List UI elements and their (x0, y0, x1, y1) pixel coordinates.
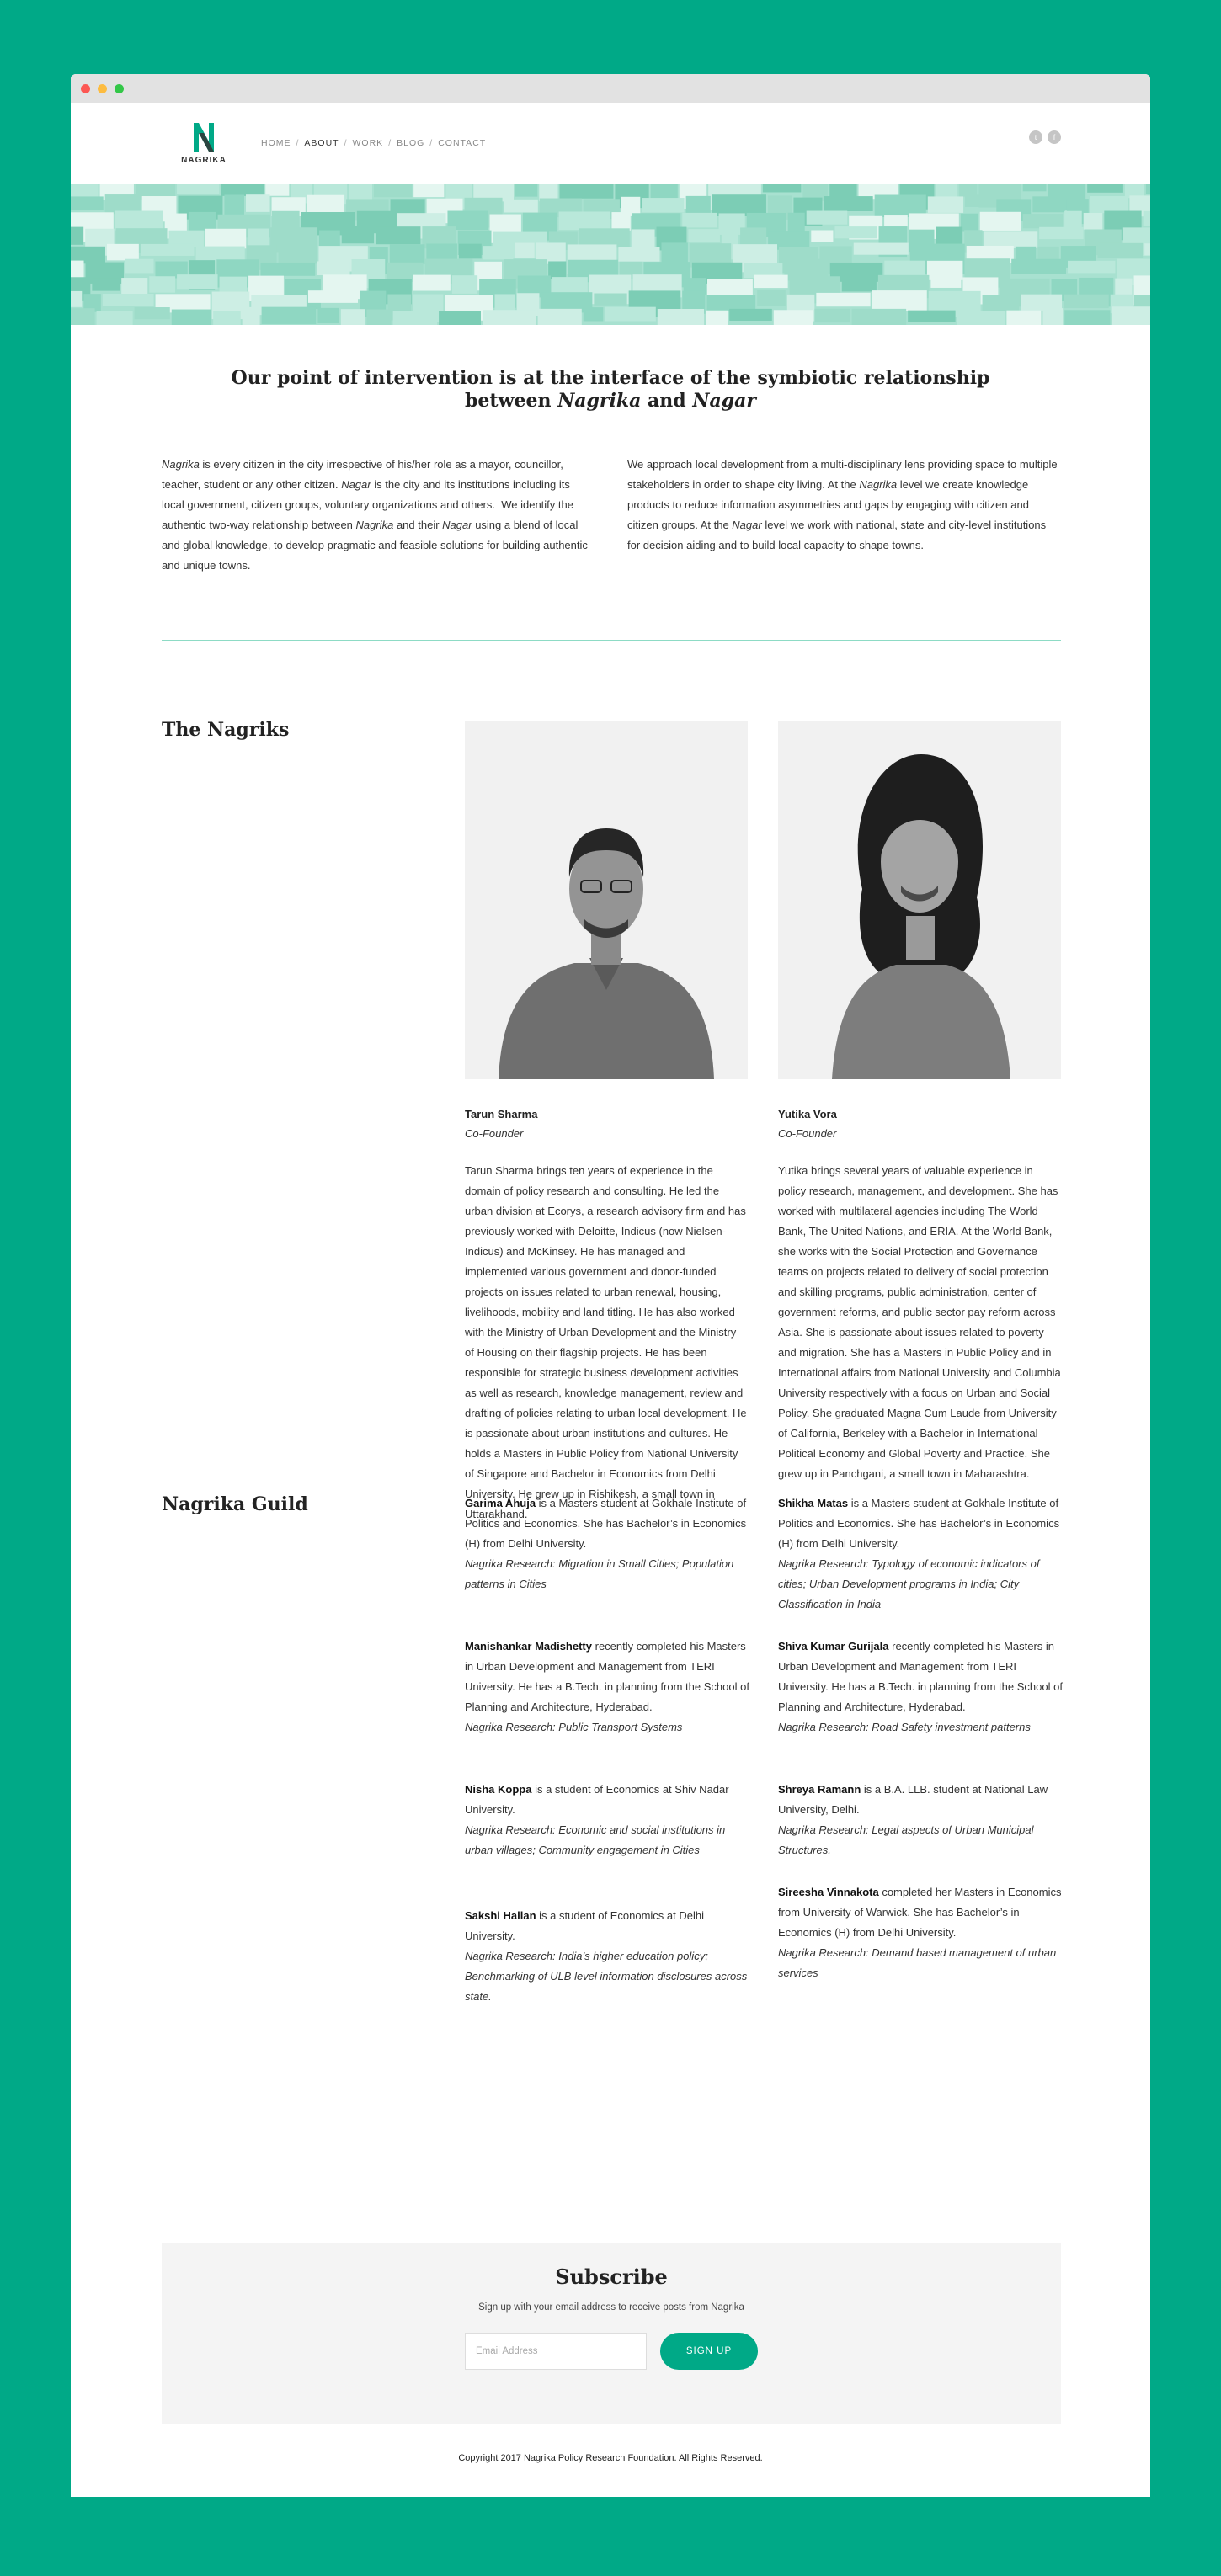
hero-banner-image (71, 184, 1150, 325)
intro-heading (71, 367, 1150, 412)
nav-contact[interactable]: CONTACT (438, 138, 487, 148)
guild-member (778, 1493, 1064, 1615)
guild-member-research: Nagrika Research: Migration in Small Cities; Population patterns in Cities (465, 1557, 734, 1590)
subscribe-form (162, 2333, 1061, 2370)
guild-member (778, 1882, 1064, 1983)
guild-title: Nagrika Guild (162, 1493, 308, 1515)
guild-member-name: Sakshi Hallan (465, 1909, 536, 1922)
guild-member-desc: completed her Masters in Economics from University of Warwick. She has Bachelor’s in Economics (H) from Delhi University. (778, 1886, 1062, 1939)
guild-member (465, 1780, 751, 1860)
nagrika-n-logo-icon (190, 120, 217, 153)
intro-paragraph-2: We approach local development from a multi-disciplinary lens providing space to multiple stakeholders in order to shape city living. At the Nagrika level we create knowledge products to reduce information asymmetries and gaps by engaging with citizen and citizen groups. At the Nagar level we work with national, state and city-level institutions for decision aiding and to build local capacity to shape towns. (627, 458, 1058, 551)
woman-portrait-illustration (778, 721, 1061, 1079)
intro-heading-line2-pre: between (465, 390, 558, 412)
founder-name: Tarun Sharma (465, 1108, 538, 1120)
intro-columns (162, 455, 1061, 576)
founder-bio: Tarun Sharma brings ten years of experience in the domain of policy research and consulting. He led the urban division at Ecorys, a research advisory firm and has previously worked with Deloitte, Indicus (now Nielsen-Indicus) and McKinsey. He has managed and implemented various government and donor-funded projects on issues related to urban renewal, housing, livelihoods, mobility and land titling. He has also worked with the Ministry of Urban Development and the Ministry of Housing on their flagship projects. He has been responsible for strategic business development activities as well as research, knowledge management, review and drafting of policies relating to urban local development. He is passionate about urban institutions and cultures. He holds a Masters in Public Policy from National University of Singapore and Bachelor in Economics from Delhi University. He grew up in Rishikesh, a small town in Uttarakhand. (465, 1164, 747, 1520)
subscribe-text: Sign up with your email address to receive posts from Nagrika (478, 2302, 744, 2313)
main-nav (261, 138, 486, 148)
guild-member-name: Manishankar Madishetty (465, 1640, 592, 1653)
guild-member (465, 1493, 751, 1594)
subscribe-box (162, 2243, 1061, 2424)
nagriks-title: The Nagriks (162, 719, 290, 741)
guild-member-research: Nagrika Research: Legal aspects of Urban Municipal Structures. (778, 1823, 1034, 1856)
guild-member (778, 1780, 1064, 1860)
minimize-window-button[interactable] (98, 84, 107, 93)
guild-member-desc: recently completed his Masters in Urban Development and Management from TERI University. He has a B.Tech. in planning from the School of Planning and Architecture, Hyderabad. (465, 1640, 749, 1713)
founder-role: Co-Founder (465, 1127, 524, 1140)
nav-separator: / (344, 138, 348, 148)
guild-member-name: Sireesha Vinnakota (778, 1886, 879, 1898)
founder-card (465, 721, 748, 1525)
nav-home[interactable]: HOME (261, 138, 291, 148)
nav-separator: / (296, 138, 300, 148)
maximize-window-button[interactable] (115, 84, 124, 93)
guild-member-desc: is a B.A. LLB. student at National Law University, Delhi. (778, 1783, 1048, 1816)
guild-member-name: Shikha Matas (778, 1497, 849, 1509)
guild-member-name: Shreya Ramann (778, 1783, 861, 1796)
guild-member-research: Nagrika Research: India’s higher education policy; Benchmarking of ULB level information disclosures across state. (465, 1950, 748, 2003)
founder-name: Yutika Vora (778, 1108, 837, 1120)
intro-paragraph-1: Nagrika is every citizen in the city irrespective of his/her role as a mayor, councillor, teacher, student or any other citizen. Nagar is the city and its institutions including its local government, citizen groups, voluntary organizations and others. We identify the authentic two-way relationship between Nagrika and their Nagar using a blend of local and global knowledge, to develop pragmatic and feasible solutions for building authentic and unique towns. (162, 458, 588, 572)
window-titlebar (71, 74, 1150, 103)
founder-photo (778, 721, 1061, 1079)
guild-section (71, 1493, 1150, 2100)
intro-heading-and: and (641, 390, 693, 412)
founder-card (778, 721, 1061, 1484)
guild-member (465, 1637, 751, 1738)
subscribe-title: Subscribe (555, 2265, 668, 2289)
founder-bio: Yutika brings several years of valuable experience in policy research, management, and development. She has worked with multilateral agencies including The World Bank, The United Nations, and ERIA. At the World Bank, she works with the Social Protection and Governance teams on projects related to delivery of social protection and skilling programs, public administration, center of government reforms, and public sector pay reform across Asia. She is passionate about issues related to poverty and migration. She has a Masters in Public Policy and in International affairs from National University and Columbia University respectively with a focus on Urban and Social Policy. She graduated Magna Cum Laude from University of California, Berkeley with a Bachelor in International Political Economy and Global Poverty and Practice. She grew up in Panchgani, a small town in Maharashtra. (778, 1164, 1061, 1480)
close-window-button[interactable] (81, 84, 90, 93)
intro-heading-nagrika: Nagrika (557, 390, 642, 412)
nav-blog[interactable]: BLOG (397, 138, 425, 148)
guild-member-research: Nagrika Research: Demand based management of urban services (778, 1946, 1057, 1979)
guild-member-desc: recently completed his Masters in Urban Development and Management from TERI University. He has a B.Tech. in planning from the School of Planning and Architecture, Hyderabad. (778, 1640, 1063, 1713)
man-portrait-illustration (465, 721, 748, 1079)
email-input[interactable]: Email Address (465, 2333, 647, 2370)
guild-member-name: Garima Ahuja (465, 1497, 536, 1509)
founder-role: Co-Founder (778, 1127, 837, 1140)
twitter-icon[interactable]: t (1029, 130, 1042, 144)
social-links (1029, 130, 1061, 144)
nav-separator: / (429, 138, 434, 148)
guild-member (465, 1906, 751, 2007)
guild-member-desc: is a Masters student at Gokhale Institute of Politics and Economics. She has Bachelor’s in Economics (H) from Delhi University. (778, 1497, 1060, 1550)
facebook-icon[interactable]: f (1048, 130, 1061, 144)
guild-member-desc: is a student of Economics at Shiv Nadar University. (465, 1783, 729, 1816)
guild-member-research: Nagrika Research: Road Safety investment patterns (778, 1721, 1031, 1733)
guild-member-name: Nisha Koppa (465, 1783, 532, 1796)
nav-about[interactable]: ABOUT (304, 138, 339, 148)
guild-member-research: Nagrika Research: Typology of economic indicators of cities; Urban Development programs in India; City Classification in India (778, 1557, 1040, 1610)
intro-heading-line1: Our point of intervention is at the interface of the symbiotic relationship (231, 367, 990, 389)
site-logo[interactable] (179, 120, 229, 165)
browser-window (71, 74, 1150, 2497)
intro-heading-nagar: Nagar (692, 390, 756, 412)
site-header (71, 103, 1150, 184)
guild-member-desc: is a student of Economics at Delhi University. (465, 1909, 704, 1942)
footer-copyright: Copyright 2017 Nagrika Policy Research Foundation. All Rights Reserved. (458, 2453, 763, 2463)
founder-photo (465, 721, 748, 1079)
guild-member-desc: is a Masters student at Gokhale Institute of Politics and Economics. She has Bachelor’s in Economics (H) from Delhi University. (465, 1497, 747, 1550)
guild-member-research: Nagrika Research: Public Transport Systems (465, 1721, 683, 1733)
guild-member-name: Shiva Kumar Gurijala (778, 1640, 889, 1653)
city-rooftops-illustration (71, 184, 1150, 325)
nav-separator: / (388, 138, 392, 148)
sign-up-button[interactable]: SIGN UP (660, 2333, 758, 2370)
nav-work[interactable]: WORK (352, 138, 384, 148)
guild-member (778, 1637, 1064, 1738)
guild-member-research: Nagrika Research: Economic and social institutions in urban villages; Community engagement in Cities (465, 1823, 726, 1856)
logo-text: NAGRIKA (181, 156, 227, 165)
